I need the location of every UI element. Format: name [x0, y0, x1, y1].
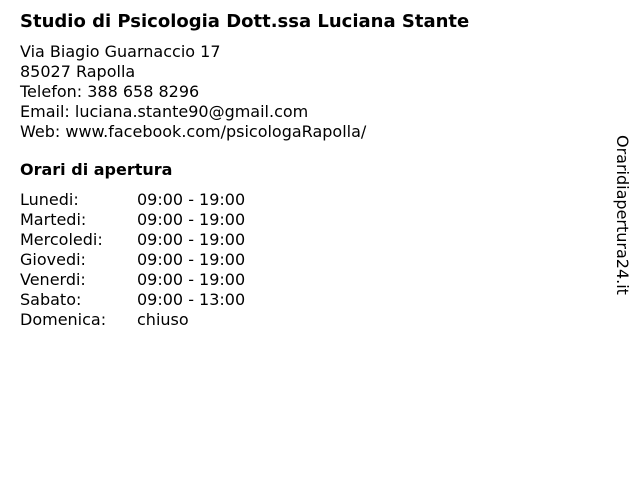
- hours-row-thursday: [20, 250, 245, 270]
- web-line[interactable]: Web: www.facebook.com/psicologaRapolla/: [20, 122, 367, 141]
- hours-row-monday: [20, 190, 245, 210]
- time-range: 09:00 - 13:00: [137, 290, 246, 309]
- opening-hours-table: [20, 190, 245, 330]
- business-card: [20, 10, 600, 330]
- email-line[interactable]: Email: luciana.stante90@gmail.com: [20, 102, 309, 121]
- day-label: Giovedi:: [20, 250, 86, 269]
- day-label: Sabato:: [20, 290, 82, 309]
- day-label: Venerdi:: [20, 270, 86, 289]
- day-label: Martedi:: [20, 210, 87, 229]
- hours-row-sunday: [20, 310, 245, 330]
- time-range: 09:00 - 19:00: [137, 230, 246, 249]
- site-watermark: Oraridiapertura24.it: [613, 135, 632, 295]
- day-label: Domenica:: [20, 310, 107, 329]
- phone-line[interactable]: Telefon: 388 658 8296: [20, 82, 200, 101]
- hours-row-wednesday: [20, 230, 245, 250]
- opening-hours-heading: Orari di apertura: [20, 160, 173, 179]
- day-label: Lunedi:: [20, 190, 79, 209]
- hours-row-saturday: [20, 290, 245, 310]
- time-range: 09:00 - 19:00: [137, 250, 246, 269]
- day-label: Mercoledi:: [20, 230, 103, 249]
- time-range: 09:00 - 19:00: [137, 270, 246, 289]
- business-name: Studio di Psicologia Dott.ssa Luciana Stante: [20, 11, 470, 32]
- time-range: 09:00 - 19:00: [137, 210, 246, 229]
- hours-row-tuesday: [20, 210, 245, 230]
- time-range: chiuso: [137, 310, 189, 329]
- hours-row-friday: [20, 270, 245, 290]
- address-city: 85027 Rapolla: [20, 62, 136, 81]
- address-street: Via Biagio Guarnaccio 17: [20, 42, 221, 61]
- time-range: 09:00 - 19:00: [137, 190, 246, 209]
